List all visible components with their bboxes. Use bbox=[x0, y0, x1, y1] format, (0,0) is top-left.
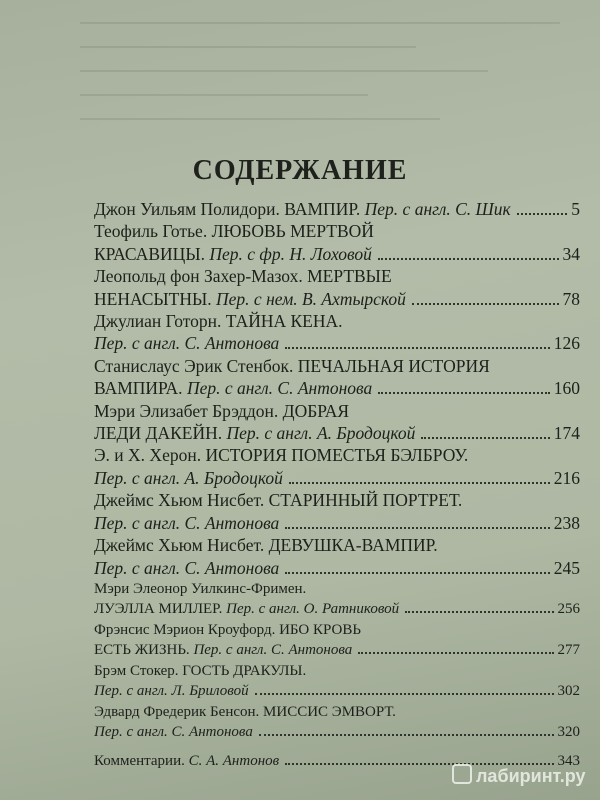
author-title: НЕНАСЫТНЫ. bbox=[94, 288, 217, 309]
toc-line bbox=[94, 220, 580, 242]
leader-dots bbox=[421, 437, 549, 439]
toc-line bbox=[94, 243, 580, 265]
translator: Пер. с фр. Н. Лоховой bbox=[209, 243, 372, 264]
page-number: 302 bbox=[557, 683, 580, 700]
watermark-logo bbox=[452, 764, 586, 787]
translator: Пер. с нем. В. Ахтырской bbox=[216, 288, 406, 309]
toc-entry-text bbox=[94, 310, 343, 332]
toc-line bbox=[94, 534, 580, 556]
toc-line bbox=[94, 310, 580, 332]
toc-entry-text bbox=[94, 512, 279, 534]
page-number: 78 bbox=[562, 288, 580, 309]
toc-entry bbox=[94, 702, 580, 743]
author-title: Джеймс Хьюм Нисбет. ДЕВУШКА-ВАМПИР. bbox=[94, 535, 438, 556]
toc-entry-text bbox=[94, 534, 438, 556]
toc-entry-text bbox=[94, 579, 306, 600]
page-number: 34 bbox=[562, 243, 580, 264]
leader-dots bbox=[378, 258, 559, 260]
toc-entry-text bbox=[94, 444, 468, 466]
toc-entry-text bbox=[94, 640, 352, 661]
page-number: 5 bbox=[571, 199, 580, 219]
toc-entry bbox=[94, 265, 580, 310]
translator: Пер. с англ. Л. Бриловой bbox=[94, 683, 249, 700]
page-number: 216 bbox=[553, 467, 580, 488]
toc-entry-text bbox=[94, 722, 253, 743]
page-title: СОДЕРЖАНИЕ bbox=[192, 155, 408, 186]
author-title: Джон Уильям Полидори. ВАМПИР. bbox=[94, 199, 365, 219]
toc-entry bbox=[94, 620, 580, 661]
toc-entry bbox=[94, 355, 580, 400]
toc-line bbox=[94, 444, 580, 466]
table-of-contents bbox=[94, 198, 580, 771]
toc-line bbox=[94, 467, 580, 489]
toc-entry-text bbox=[94, 400, 349, 422]
toc-line bbox=[94, 489, 580, 511]
author-title: Мэри Элизабет Брэддон. ДОБРАЯ bbox=[94, 400, 350, 421]
author-title: Джулиан Готорн. ТАЙНА КЕНА. bbox=[94, 311, 343, 332]
toc-line bbox=[94, 620, 580, 641]
author-title: ВАМПИРА. bbox=[94, 378, 187, 399]
toc-entry-text bbox=[94, 599, 399, 620]
page-number: 160 bbox=[553, 378, 580, 399]
toc-line bbox=[94, 661, 580, 682]
page-number: 320 bbox=[557, 724, 580, 741]
leader-dots bbox=[285, 347, 549, 349]
toc-entry-text bbox=[94, 751, 279, 772]
toc-line bbox=[94, 579, 580, 600]
toc-entry bbox=[94, 661, 580, 702]
toc-line bbox=[94, 512, 580, 534]
toc-entry-text bbox=[94, 467, 283, 489]
toc-line bbox=[94, 332, 580, 354]
leader-dots bbox=[412, 303, 559, 305]
toc-line bbox=[94, 702, 580, 723]
translator: Пер. с англ. С. Антонова bbox=[94, 724, 253, 741]
author-title: Мэри Элеонор Уилкинс-Фримен. bbox=[94, 580, 307, 597]
author-title: Эдвард Фредерик Бенсон. МИССИС ЭМВОРТ. bbox=[94, 703, 396, 720]
page-number: 277 bbox=[557, 642, 580, 659]
toc-entry bbox=[94, 310, 580, 355]
toc-entry bbox=[94, 220, 580, 265]
translator: Пер. с англ. С. Шик bbox=[364, 199, 511, 219]
toc-entry bbox=[94, 444, 580, 489]
toc-line bbox=[94, 265, 580, 287]
toc-line bbox=[94, 599, 580, 620]
translator: Пер. с англ. А. Бродоцкой bbox=[226, 423, 416, 444]
toc-line bbox=[94, 377, 580, 399]
leader-dots bbox=[358, 652, 553, 654]
page-number: 238 bbox=[553, 512, 580, 533]
author-title: Э. и Х. Херон. ИСТОРИЯ ПОМЕСТЬЯ БЭЛБРОУ. bbox=[94, 445, 469, 466]
leader-dots bbox=[378, 392, 550, 394]
toc-entry bbox=[94, 489, 580, 534]
leader-dots bbox=[285, 572, 549, 574]
toc-line bbox=[94, 355, 580, 377]
author-title: Джеймс Хьюм Нисбет. СТАРИННЫЙ ПОРТРЕТ. bbox=[94, 490, 463, 511]
author-title: Фрэнсис Мэрион Кроуфорд. ИБО КРОВЬ bbox=[94, 621, 361, 638]
leader-dots bbox=[259, 734, 554, 736]
leader-dots bbox=[517, 213, 568, 215]
author-title: Станислаус Эрик Стенбок. ПЕЧАЛЬНАЯ ИСТОРИЯ bbox=[94, 355, 490, 376]
toc-line bbox=[94, 422, 580, 444]
leader-dots bbox=[405, 611, 553, 613]
page-number: 245 bbox=[553, 557, 580, 578]
toc-entry-text bbox=[94, 243, 372, 265]
translator: Пер. с англ. С. Антонова bbox=[94, 557, 280, 578]
page-number: 343 bbox=[557, 752, 580, 769]
author-title: Брэм Стокер. ГОСТЬ ДРАКУЛЫ. bbox=[94, 662, 307, 679]
toc-entry-text bbox=[94, 377, 372, 399]
toc-entry-text bbox=[94, 422, 415, 444]
author-title: ЕСТЬ ЖИЗНЬ. bbox=[94, 642, 194, 659]
page-number: 126 bbox=[553, 333, 580, 354]
toc-line bbox=[94, 640, 580, 661]
page-number: 256 bbox=[557, 601, 580, 618]
toc-entry-text bbox=[94, 661, 306, 682]
toc-entry bbox=[94, 400, 580, 445]
toc-entry-text bbox=[94, 332, 279, 354]
toc-line bbox=[94, 400, 580, 422]
leader-dots bbox=[285, 527, 549, 529]
toc-line bbox=[94, 198, 580, 220]
toc-entry-text bbox=[94, 265, 392, 287]
toc-line bbox=[94, 722, 580, 743]
author-title: КРАСАВИЦЫ. bbox=[94, 243, 210, 264]
toc-entry-text bbox=[94, 355, 490, 377]
translator: Пер. с англ. С. Антонова bbox=[193, 642, 353, 659]
translator: С. А. Антонов bbox=[188, 752, 280, 769]
toc-entry bbox=[94, 198, 580, 220]
toc-entry-text bbox=[94, 702, 396, 723]
toc-entry-text bbox=[94, 220, 374, 242]
leader-dots bbox=[255, 693, 554, 695]
toc-line bbox=[94, 288, 580, 310]
watermark-text: лабиринт.ру bbox=[476, 766, 586, 786]
toc-line bbox=[94, 557, 580, 579]
translator: Пер. с англ. С. Антонова bbox=[94, 333, 280, 354]
page-number: 174 bbox=[553, 423, 580, 444]
bleed-through-text bbox=[80, 0, 560, 150]
labirint-logo-icon bbox=[452, 764, 472, 784]
translator: Пер. с англ. А. Бродоцкой bbox=[94, 467, 283, 488]
toc-entry-text bbox=[94, 557, 279, 579]
toc-entry-text bbox=[94, 288, 406, 310]
author-title: ЛУЭЛЛА МИЛЛЕР. bbox=[94, 601, 227, 618]
author-title: Теофиль Готье. ЛЮБОВЬ МЕРТВОЙ bbox=[94, 221, 374, 242]
author-title: Леопольд фон Захер-Мазох. МЕРТВЫЕ bbox=[94, 266, 392, 287]
author-title: ЛЕДИ ДАКЕЙН. bbox=[94, 423, 227, 444]
toc-entry-text bbox=[94, 620, 361, 641]
translator: Пер. с англ. С. Антонова bbox=[186, 378, 373, 399]
leader-dots bbox=[289, 482, 550, 484]
toc-entry-text bbox=[94, 198, 511, 220]
toc-line bbox=[94, 681, 580, 702]
toc-entry-text bbox=[94, 681, 249, 702]
translator: Пер. с англ. О. Ратниковой bbox=[226, 601, 400, 618]
toc-entry bbox=[94, 579, 580, 620]
author-title: Комментарии. bbox=[94, 752, 189, 769]
toc-entry bbox=[94, 534, 580, 579]
translator: Пер. с англ. С. Антонова bbox=[94, 512, 280, 533]
toc-entry-text bbox=[94, 489, 462, 511]
